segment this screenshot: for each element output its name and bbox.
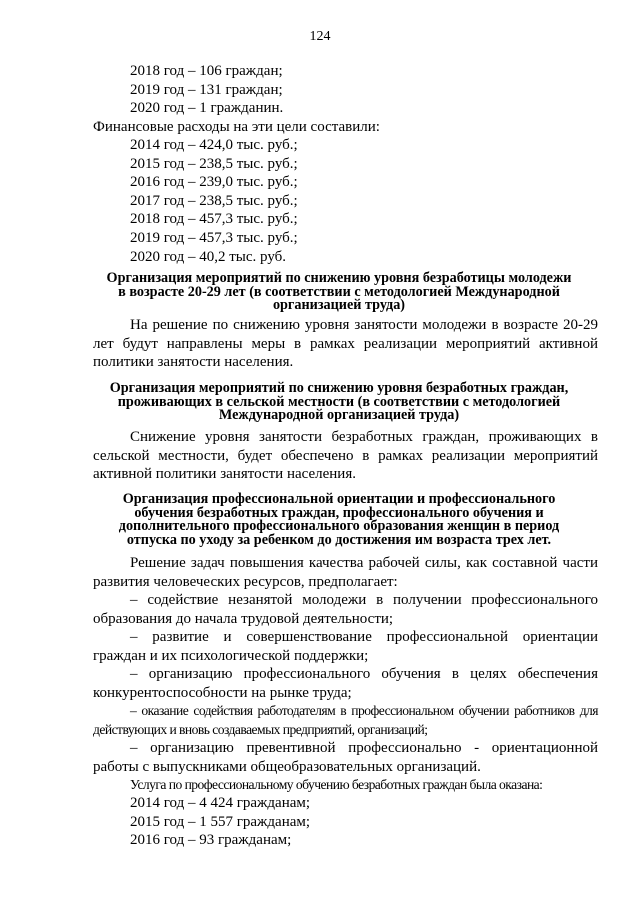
finance-list [130, 136, 298, 266]
list-item: 2014 год – 424,0 тыс. руб.; [130, 137, 298, 153]
bullet-item: – оказание содействия работодателям в профессиональном обучении работников для действующих и вновь создаваемых предприятий, организаций; [93, 703, 598, 737]
service-intro: Услуга по профессиональному обучению безработных граждан была оказана: [130, 777, 543, 792]
heading-line: дополнительного профессионального образования женщин в период [118, 518, 560, 535]
heading-line: Организация мероприятий по снижению уровня безработных граждан, [109, 380, 569, 396]
section-paragraph-rural: Снижение уровня занятости безработных граждан, проживающих в сельской местности, будет обеспечено в рамках реализации мероприятий активной политики занятости населения. [93, 429, 598, 483]
list-item: 2016 год – 93 гражданам; [130, 832, 292, 849]
section-heading-youth [80, 272, 598, 313]
bullet-item: – организацию превентивной профессионально - ориентационной работы с выпускниками общеобразовательных организаций. [93, 740, 598, 775]
list-item: 2019 год – 457,3 тыс. руб.; [130, 229, 298, 246]
training-intro: Решение задач повышения качества рабочей силы, как составной части развития человеческих ресурсов, предполагает: [93, 555, 598, 590]
heading-line: в возрасте 20-29 лет (в соответствии с методологией Международной [118, 283, 560, 300]
list-item: 2018 год – 106 граждан; [130, 63, 283, 79]
heading-line: обучения безработных граждан, профессионального обучения и [134, 504, 544, 521]
list-item: 2017 год – 238,5 тыс. руб.; [130, 192, 298, 209]
section-paragraph-youth: На решение по снижению уровня занятости молодежи в возрасте 20-29 лет будут направлены меры в рамках реализации мероприятий активной политики занятости населения. [93, 317, 598, 371]
list-item: 2019 год – 131 граждан; [130, 81, 283, 98]
heading-line: Организация профессиональной ориентации и профессионального [122, 491, 556, 507]
list-item: 2015 год – 1 557 гражданам; [130, 813, 311, 830]
page-number: 124 [309, 29, 331, 44]
heading-line: проживающих в сельской местности (в соответствии с методологией [117, 393, 561, 410]
bullet-item: – организацию профессионального обучения в целях обеспечения конкурентоспособности на рынке труда; [93, 666, 598, 701]
list-item: 2020 год – 1 гражданин. [130, 100, 284, 117]
list-item: 2015 год – 238,5 тыс. руб.; [130, 155, 298, 172]
list-item: 2018 год – 457,3 тыс. руб.; [130, 211, 298, 228]
list-item: 2014 год – 4 424 гражданам; [130, 795, 311, 811]
section-heading-training [80, 493, 598, 547]
beneficiaries-list [130, 62, 283, 118]
finance-intro: Финансовые расходы на эти цели составили: [93, 119, 380, 135]
heading-line: организацией труда) [272, 297, 406, 314]
list-item: 2016 год – 239,0 тыс. руб.; [130, 174, 298, 191]
heading-line: Международной организацией труда) [218, 407, 460, 424]
list-item: 2020 год – 40,2 тыс. руб. [130, 248, 287, 265]
heading-line: отпуска по уходу за ребенком до достижения им возраста трех лет. [126, 531, 552, 548]
heading-line: Организация мероприятий по снижению уровня безработицы молодежи [106, 270, 572, 286]
bullet-item: – содействие незанятой молодежи в получении профессионального образования до начала трудовой деятельности; [93, 592, 598, 627]
service-list [130, 794, 310, 850]
section-heading-rural [80, 382, 598, 423]
bullet-item: – развитие и совершенствование профессиональной ориентации граждан и их психологической поддержки; [93, 629, 598, 664]
